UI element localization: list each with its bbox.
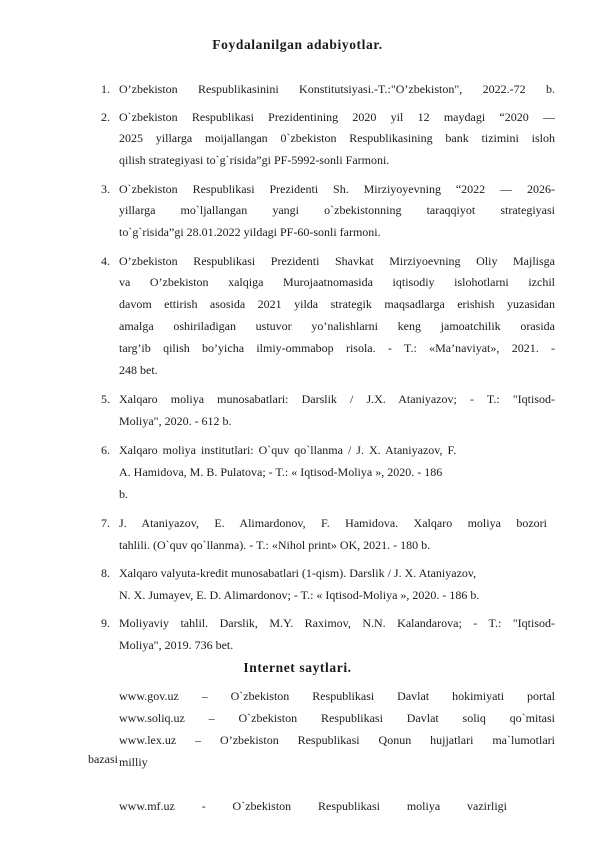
reference-3-line-2: yillarga mo`ljallangan yangi o`zbekistonning taraqqiyot strategiyasi [119, 203, 555, 217]
reference-6-line-2: A. Hamidova, M. B. Pulatova; - T.: « Iqtisod-Moliya », 2020. - 186 [119, 465, 443, 479]
reference-1-line-1: O’zbekiston Respublikasinini Konstitutsiyasi.-T.:"O’zbekiston", 2022.-72 b. [119, 82, 555, 96]
references-heading: Foydalanilgan adabiyotlar. [212, 37, 383, 52]
internet-line-lex-continued: milliy [119, 755, 148, 769]
reference-number: 6. [101, 443, 110, 457]
reference-number: 7. [101, 516, 110, 530]
reference-4-line-6: 248 bet. [119, 363, 158, 377]
reference-4-line-1: O’zbekiston Respublikasi Prezidenti Shavkat Mirziyoevning Oliy Majlisga [119, 254, 555, 268]
reference-7-line-1: J. Ataniyazov, E. Alimardonov, F. Hamidova. Xalqaro moliya bozori [119, 516, 547, 530]
reference-2-line-3: qilish strategiyasi to`g`risida”gi PF-5992-sonli Farmoni. [119, 153, 390, 167]
reference-4-line-4: amalga oshiriladigan ustuvor yo’nalishlarni keng jamoatchilik orasida [119, 319, 555, 333]
reference-6-line-1: Xalqaro moliya institutlari: O`quv qo`llanma / J. X. Ataniyazov, F. [119, 443, 457, 457]
reference-number: 2. [101, 110, 110, 124]
reference-8-line-1: Xalqaro valyuta-kredit munosabatlari (1-qism). Darslik / J. X. Ataniyazov, [119, 566, 477, 580]
reference-number: 9. [101, 616, 110, 630]
reference-4-line-5: targ’ib qilish bo’yicha ilmiy-ommabop risola. - T.: «Ma’naviyat», 2021. - [119, 341, 555, 355]
internet-line-gov: www.gov.uz – O`zbekiston Respublikasi Davlat hokimiyati portal [119, 689, 555, 703]
internet-line-mf: www.mf.uz - O`zbekiston Respublikasi moliya vazirligi [119, 799, 507, 813]
internet-line-lex: www.lex.uz – O’zbekiston Respublikasi Qonun hujjatlari ma`lumotlari [119, 733, 555, 747]
reference-number: 3. [101, 182, 110, 196]
reference-number: 1. [101, 82, 110, 96]
reference-5-line-2: Moliya", 2020. - 612 b. [119, 414, 232, 428]
internet-heading: Internet saytlari. [243, 660, 352, 675]
reference-3-line-3: to`g`risida”gi 28.01.2022 yildagi PF-60-sonli farmoni. [119, 225, 381, 239]
reference-6-line-3: b. [119, 487, 128, 501]
reference-2-line-2: 2025 yillarga moijallangan 0`zbekiston Respublikasining bank tizimini isloh [119, 131, 555, 145]
reference-5-line-1: Xalqaro moliya munosabatlari: Darslik / J.X. Ataniyazov; - T.: "Iqtisod- [119, 392, 555, 406]
reference-number: 8. [101, 566, 110, 580]
reference-2-line-1: O`zbekiston Respublikasi Prezidentining 2020 yil 12 maydagi “2020 — [119, 110, 555, 124]
reference-9-line-1: Moliyaviy tahlil. Darslik, M.Y. Raximov, N.N. Kalandarova; - T.: "Iqtisod- [119, 616, 555, 630]
reference-8-line-2: N. X. Jumayev, E. D. Alimardonov; - T.: « Iqtisod-Moliya », 2020. - 186 b. [119, 588, 480, 602]
reference-number: 5. [101, 392, 110, 406]
reference-4-line-2: va O’zbekiston xalqiga Murojaatnomasida iqtisodiy islohotlarni izchil [119, 275, 555, 289]
reference-7-line-2: tahlili. (O`quv qo`llanma). - T.: «Nihol print» OK, 2021. - 180 b. [119, 538, 431, 552]
reference-9-line-2: Moliya", 2019. 736 bet. [119, 638, 234, 652]
internet-side-label: bazasi [88, 752, 118, 766]
reference-4-line-3: davom ettirish asosida 2021 yilda strategik maqsadlarga erishish yuzasidan [119, 297, 555, 311]
reference-3-line-1: O`zbekiston Respublikasi Prezidenti Sh. Mirziyoyevning “2022 — 2026- [119, 182, 555, 196]
internet-line-soliq: www.soliq.uz – O`zbekiston Respublikasi Davlat soliq qo`mitasi [119, 711, 555, 725]
reference-number: 4. [101, 254, 110, 268]
